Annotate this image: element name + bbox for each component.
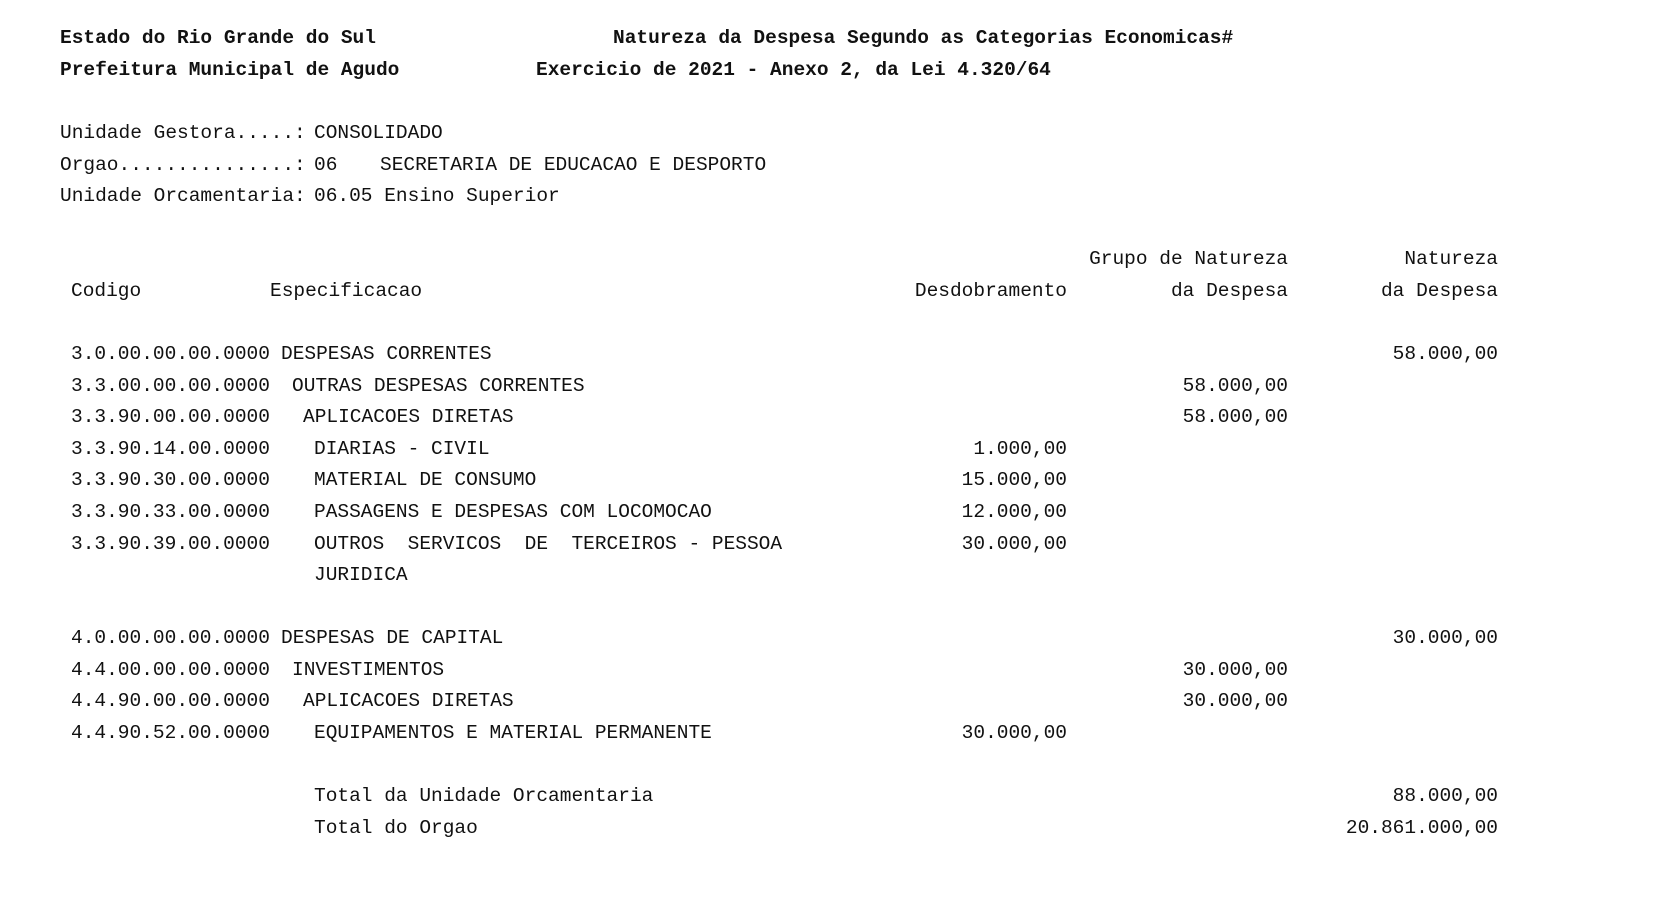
total-unidade-value: 88.000,00 bbox=[1392, 785, 1498, 807]
total-unidade-label: Total da Unidade Orcamentaria bbox=[314, 785, 654, 807]
column-header-natureza-line1: Natureza bbox=[1404, 248, 1498, 270]
row-especificacao: INVESTIMENTOS bbox=[292, 659, 445, 681]
row-grupo-value: 58.000,00 bbox=[1182, 406, 1288, 428]
row-codigo: 4.4.00.00.00.0000 bbox=[71, 659, 270, 681]
row-especificacao: EQUIPAMENTOS E MATERIAL PERMANENTE bbox=[314, 722, 712, 744]
row-especificacao: MATERIAL DE CONSUMO bbox=[314, 469, 537, 491]
column-header-desdobramento: Desdobramento bbox=[914, 280, 1067, 302]
unidade-orcamentaria-value: 06.05 Ensino Superior bbox=[314, 185, 560, 207]
row-especificacao: OUTROS SERVICOS DE TERCEIROS - PESSOA bbox=[314, 533, 783, 555]
row-codigo: 3.3.90.30.00.0000 bbox=[71, 469, 270, 491]
report-subtitle: Exercicio de 2021 - Anexo 2, da Lei 4.320/64 bbox=[536, 59, 1051, 81]
row-desdobramento-value: 15.000,00 bbox=[961, 469, 1067, 491]
row-natureza-value: 30.000,00 bbox=[1392, 627, 1498, 649]
total-orgao-value: 20.861.000,00 bbox=[1345, 817, 1498, 839]
orgao-name: SECRETARIA DE EDUCACAO E DESPORTO bbox=[380, 154, 767, 176]
row-codigo: 4.4.90.00.00.0000 bbox=[71, 690, 270, 712]
unidade-orcamentaria-label: Unidade Orcamentaria: bbox=[60, 185, 306, 207]
row-desdobramento-value: 30.000,00 bbox=[961, 533, 1067, 555]
row-especificacao-continuation: JURIDICA bbox=[314, 564, 408, 586]
municipality-name: Prefeitura Municipal de Agudo bbox=[60, 59, 400, 81]
row-natureza-value: 58.000,00 bbox=[1392, 343, 1498, 365]
state-name: Estado do Rio Grande do Sul bbox=[60, 27, 376, 49]
row-codigo: 3.3.90.14.00.0000 bbox=[71, 438, 270, 460]
row-grupo-value: 30.000,00 bbox=[1182, 659, 1288, 681]
orgao-label: Orgao...............: bbox=[60, 154, 306, 176]
row-especificacao: DIARIAS - CIVIL bbox=[314, 438, 490, 460]
row-desdobramento-value: 1.000,00 bbox=[973, 438, 1067, 460]
row-especificacao: APLICACOES DIRETAS bbox=[303, 690, 514, 712]
unidade-gestora-value: CONSOLIDADO bbox=[314, 122, 443, 144]
row-desdobramento-value: 30.000,00 bbox=[961, 722, 1067, 744]
row-codigo: 3.0.00.00.00.0000 bbox=[71, 343, 270, 365]
row-especificacao: DESPESAS CORRENTES bbox=[281, 343, 492, 365]
report-title: Natureza da Despesa Segundo as Categorias Economicas# bbox=[613, 27, 1234, 49]
column-header-especificacao: Especificacao bbox=[270, 280, 423, 302]
row-codigo: 4.4.90.52.00.0000 bbox=[71, 722, 270, 744]
row-codigo: 3.3.90.00.00.0000 bbox=[71, 406, 270, 428]
column-header-grupo-line1: Grupo de Natureza bbox=[1089, 248, 1288, 270]
row-desdobramento-value: 12.000,00 bbox=[961, 501, 1067, 523]
row-codigo: 3.3.00.00.00.0000 bbox=[71, 375, 270, 397]
row-especificacao: OUTRAS DESPESAS CORRENTES bbox=[292, 375, 585, 397]
total-orgao-label: Total do Orgao bbox=[314, 817, 478, 839]
row-especificacao: DESPESAS DE CAPITAL bbox=[281, 627, 504, 649]
row-grupo-value: 30.000,00 bbox=[1182, 690, 1288, 712]
unidade-gestora-label: Unidade Gestora.....: bbox=[60, 122, 306, 144]
column-header-codigo: Codigo bbox=[71, 280, 142, 302]
row-codigo: 3.3.90.39.00.0000 bbox=[71, 533, 270, 555]
row-codigo: 4.0.00.00.00.0000 bbox=[71, 627, 270, 649]
column-header-grupo-line2: da Despesa bbox=[1170, 280, 1288, 302]
row-especificacao: APLICACOES DIRETAS bbox=[303, 406, 514, 428]
row-especificacao: PASSAGENS E DESPESAS COM LOCOMOCAO bbox=[314, 501, 712, 523]
orgao-code: 06 bbox=[314, 154, 338, 176]
row-grupo-value: 58.000,00 bbox=[1182, 375, 1288, 397]
column-header-natureza-line2: da Despesa bbox=[1380, 280, 1498, 302]
row-codigo: 3.3.90.33.00.0000 bbox=[71, 501, 270, 523]
